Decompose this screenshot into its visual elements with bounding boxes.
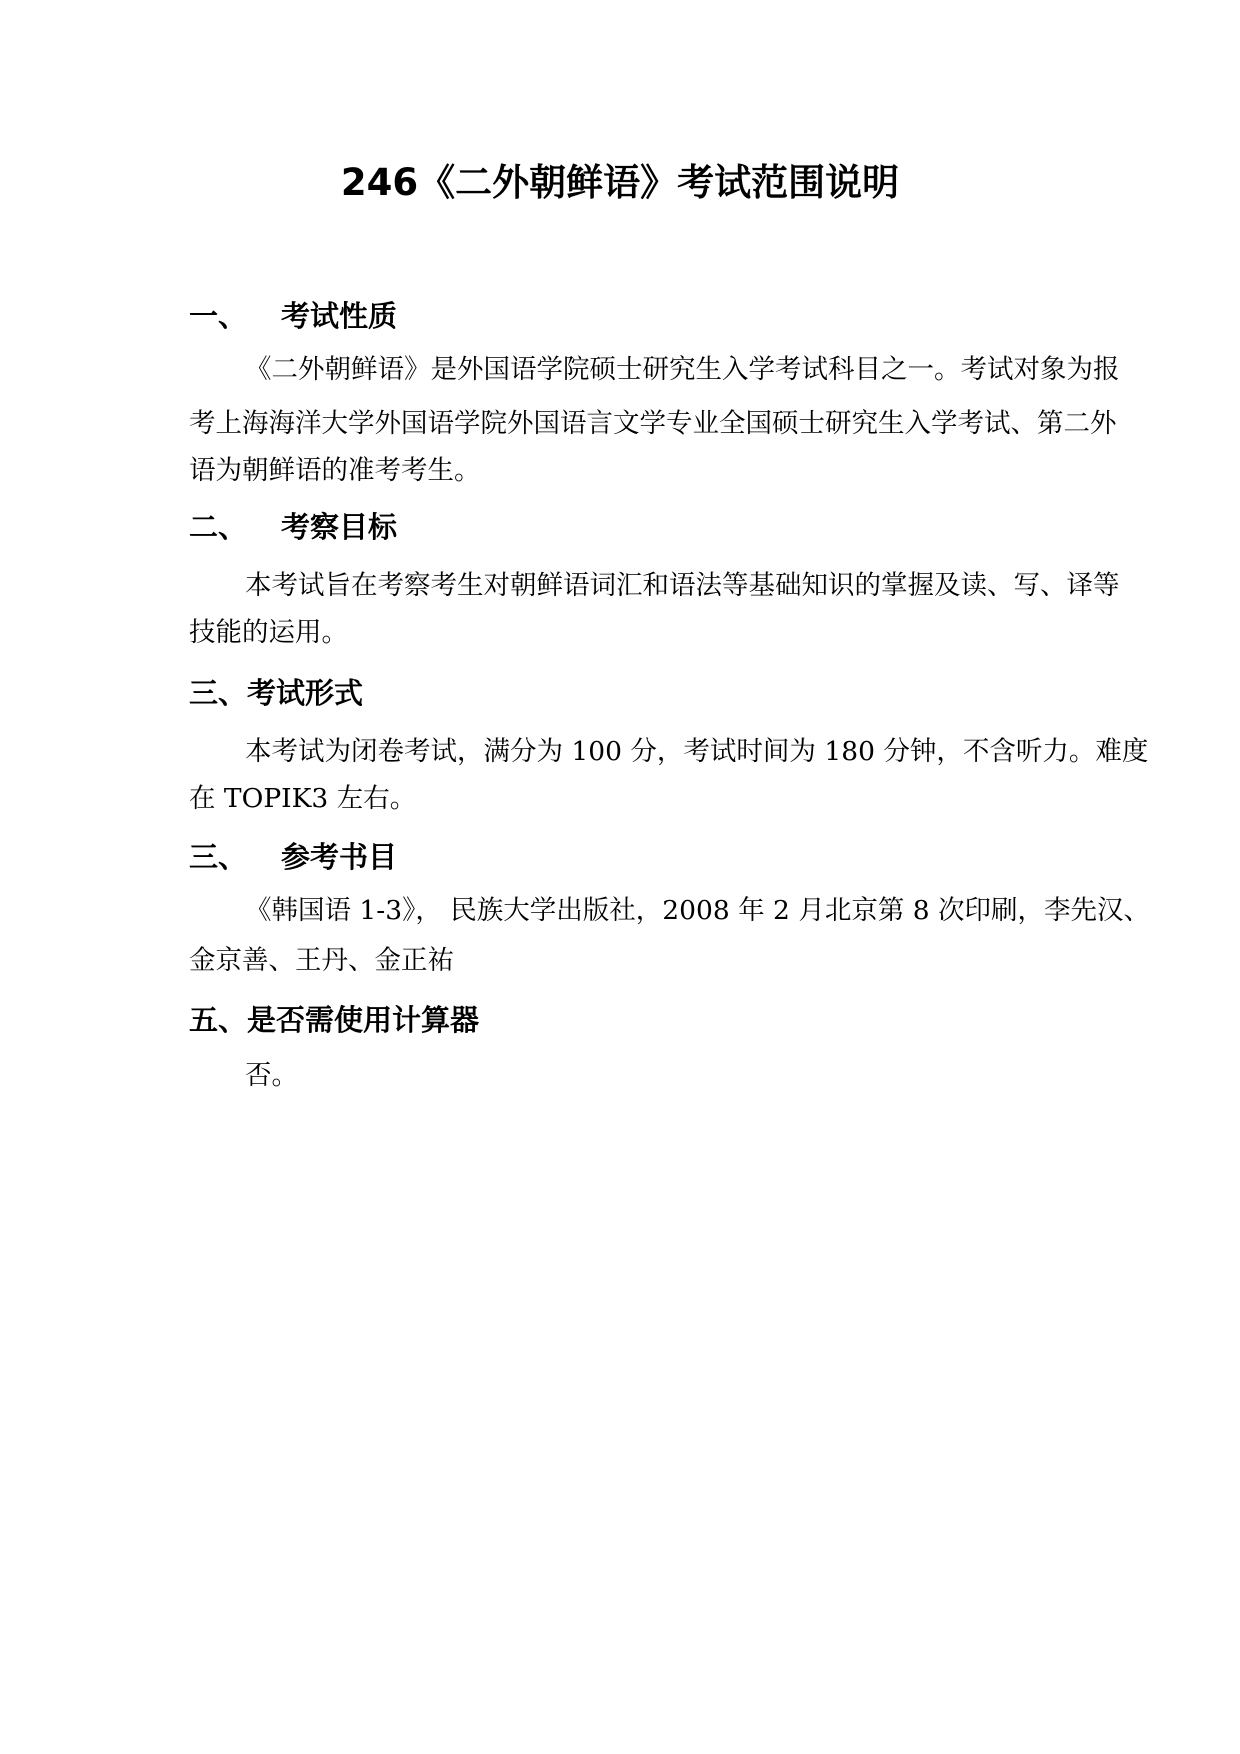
section-title: 是否需使用计算器 — [247, 1003, 480, 1037]
section-number: 五、 — [189, 1003, 248, 1037]
paragraph-line: 语为朝鲜语的准考考生。 — [189, 455, 481, 486]
section-number: 一、 — [189, 299, 248, 333]
paragraph-line: 考上海海洋大学外国语学院外国语言文学专业全国硕士研究生入学考试、第二外 — [189, 408, 1117, 439]
paragraph-line: 否。 — [245, 1060, 298, 1091]
section-title: 考察目标 — [281, 510, 398, 544]
section-number: 三、 — [189, 840, 248, 874]
section-heading-4 — [189, 840, 398, 874]
paragraph-line: 《二外朝鲜语》是外国语学院硕士研究生入学考试科目之一。考试对象为报 — [245, 354, 1120, 385]
document-title: 246《二外朝鲜语》考试范围说明 — [340, 161, 900, 204]
section-number: 二、 — [189, 510, 248, 544]
section-heading-2 — [189, 510, 398, 544]
section-heading-3 — [189, 676, 364, 710]
paragraph-line: 《韩国语 1-3》， 民族大学出版社，2008 年 2 月北京第 8 次印刷，李先汉、 — [245, 895, 1151, 926]
section-number: 三、 — [189, 676, 248, 710]
paragraph-line: 技能的运用。 — [189, 617, 348, 648]
section-title: 考试形式 — [247, 676, 364, 710]
paragraph-line: 本考试旨在考察考生对朝鲜语词汇和语法等基础知识的掌握及读、写、译等 — [245, 570, 1120, 601]
section-heading-5 — [189, 1003, 480, 1037]
paragraph-line: 本考试为闭卷考试，满分为 100 分，考试时间为 180 分钟，不含听力。难度 — [245, 736, 1149, 767]
section-heading-1 — [189, 299, 398, 333]
paragraph-line: 金京善、王丹、金正祐 — [189, 945, 454, 976]
section-title: 参考书目 — [281, 840, 398, 874]
section-title: 考试性质 — [281, 299, 398, 333]
paragraph-line: 在 TOPIK3 左右。 — [189, 783, 417, 814]
